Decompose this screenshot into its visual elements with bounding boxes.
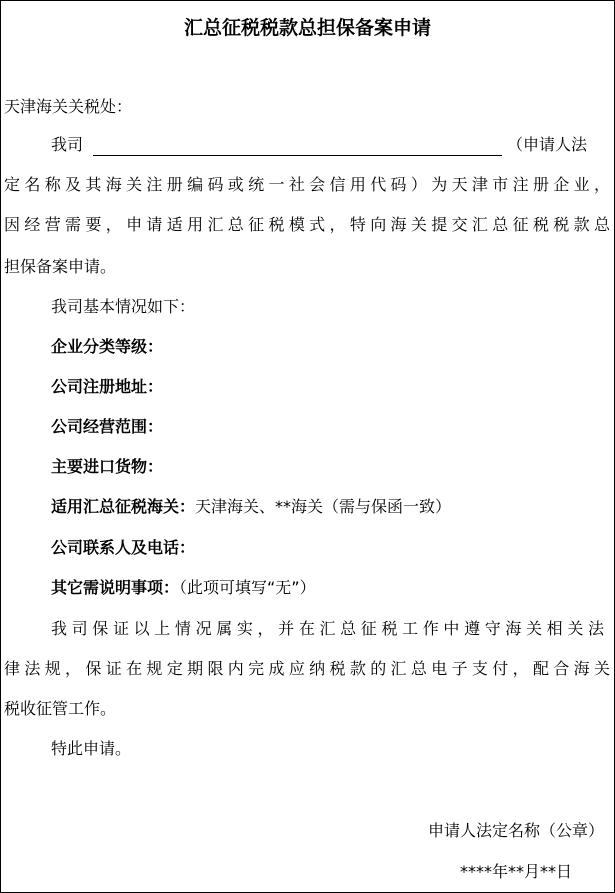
field-grade-label: 企业分类等级： xyxy=(51,337,164,356)
date: ****年**月**日 xyxy=(459,862,572,881)
field-goods-label: 主要进口货物： xyxy=(51,457,164,476)
field-other xyxy=(51,578,610,598)
field-address-label: 公司注册地址： xyxy=(51,377,164,396)
field-customs xyxy=(51,497,610,517)
company-name-blank xyxy=(93,155,502,156)
addressee: 天津海关关税处： xyxy=(4,97,133,116)
field-other-value: （此项可填写“无”） xyxy=(179,578,316,597)
field-other-label: 其它需说明事项： xyxy=(51,578,180,597)
page-title: 汇总征税税款总担保备案申请 xyxy=(183,17,431,39)
field-contact-label: 公司联系人及电话： xyxy=(51,538,196,557)
para1-line2: 定名称及其海关注册编码或统一社会信用代码）为天津市注册企业， xyxy=(4,175,610,194)
intro-text: 我司基本情况如下： xyxy=(51,297,196,316)
signature: 申请人法定名称（公章） xyxy=(427,821,604,840)
para2-line2: 律法规，保证在规定期限内完成应纳税款的汇总电子支付，配合海关 xyxy=(4,659,610,678)
para1-end: （申请人法 xyxy=(507,135,588,154)
para1-line3: 因经营需要，申请适用汇总征税模式，特向海关提交汇总征税税款总 xyxy=(4,215,610,234)
para1-start: 我司 xyxy=(51,135,84,154)
field-scope-label: 公司经营范围： xyxy=(51,417,164,436)
field-customs-value: 天津海关、**海关（需与保函一致） xyxy=(195,497,452,516)
para1-line4: 担保备案申请。 xyxy=(4,257,117,276)
field-customs-label: 适用汇总征税海关： xyxy=(51,497,196,516)
closing: 特此申请。 xyxy=(51,739,132,758)
para2-line3: 税收征管工作。 xyxy=(4,699,117,718)
para2-line1: 我司保证以上情况属实，并在汇总征税工作中遵守海关相关法 xyxy=(51,619,604,638)
